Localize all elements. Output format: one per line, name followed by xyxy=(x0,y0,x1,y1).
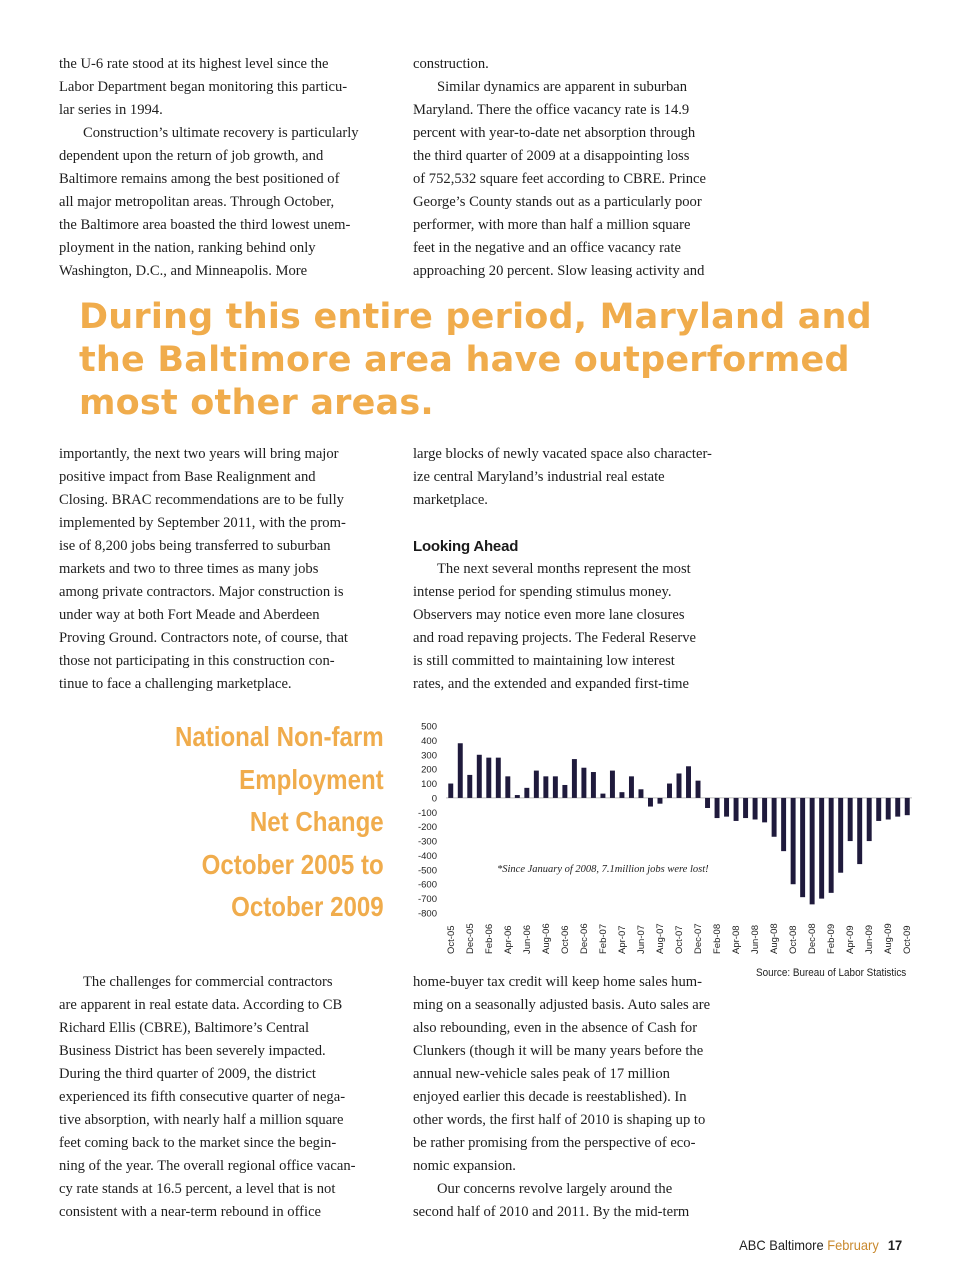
x-tick-label: Oct-08 xyxy=(788,925,800,954)
chart-bar xyxy=(743,798,748,818)
chart-bar xyxy=(448,784,453,798)
y-tick-label: -600 xyxy=(417,879,437,891)
text-line: other words, the first half of 2010 is shaping up to xyxy=(413,1112,706,1128)
chart-bar xyxy=(905,798,910,815)
text-line: Labor Department began monitoring this particu- xyxy=(59,79,348,95)
x-tick-label: Oct-06 xyxy=(559,925,571,954)
text-line: home-buyer tax credit will keep home sales hum- xyxy=(413,974,702,990)
text-line: implemented by September 2011, with the prom- xyxy=(59,515,346,531)
text-line: Observers may notice even more lane closures xyxy=(413,607,685,623)
article-column-4-top xyxy=(413,443,712,512)
chart-bar xyxy=(496,758,501,798)
text-line: the Baltimore area boasted the third lowest unem- xyxy=(59,217,351,233)
text-line: also rebounding, even in the absence of Cash for xyxy=(413,1020,698,1036)
text-line: lar series in 1994. xyxy=(59,102,163,118)
y-tick-label: -800 xyxy=(417,908,437,920)
y-tick-label: -200 xyxy=(417,822,437,834)
chart-bar xyxy=(505,776,510,798)
chart-bar xyxy=(819,798,824,899)
text-line: tive absorption, with nearly half a million square xyxy=(59,1112,344,1128)
chart-bar xyxy=(553,776,558,798)
text-line: approaching 20 percent. Slow leasing activity and xyxy=(413,263,705,279)
chart-bar xyxy=(486,758,491,798)
y-tick-label: 0 xyxy=(431,793,437,805)
x-tick-label: Aug-06 xyxy=(540,923,552,954)
chart-bar xyxy=(619,792,624,798)
chart-title xyxy=(175,716,384,929)
text-line: the U-6 rate stood at its highest level since the xyxy=(59,56,329,72)
article-column-4-bottom xyxy=(413,558,712,696)
text-line: importantly, the next two years will bring major xyxy=(59,446,339,462)
text-line: those not participating in this construction con- xyxy=(59,653,335,669)
pull-quote-line: During this entire period, Maryland and xyxy=(79,297,872,337)
chart-bar xyxy=(600,794,605,798)
chart-bar xyxy=(724,798,729,817)
chart-bar xyxy=(658,798,663,804)
text-line: Clunkers (though it will be many years before the xyxy=(413,1043,704,1059)
text-line: performer, with more than half a million square xyxy=(413,217,691,233)
text-line: construction. xyxy=(413,56,489,72)
text-line: all major metropolitan areas. Through October, xyxy=(59,194,335,210)
text-line: and road repaving projects. The Federal Reserve xyxy=(413,630,696,646)
text-line: Construction’s ultimate recovery is particularly xyxy=(83,125,359,141)
text-line: cy rate stands at 16.5 percent, a level that is not xyxy=(59,1181,336,1197)
chart-bar xyxy=(791,798,796,884)
pull-quote xyxy=(79,296,872,425)
text-line: feet coming back to the market since the begin- xyxy=(59,1135,337,1151)
employment-bar-chart xyxy=(410,714,916,964)
chart-bar xyxy=(753,798,758,820)
text-line: annual new-vehicle sales peak of 17 million xyxy=(413,1066,670,1082)
chart-title-line: October 2009 xyxy=(231,891,384,922)
text-line: marketplace. xyxy=(413,492,488,508)
text-line: feet in the negative and an office vacancy rate xyxy=(413,240,681,256)
pull-quote-line: most other areas. xyxy=(79,383,434,423)
x-tick-label: Aug-08 xyxy=(769,923,781,954)
x-tick-label: Aug-09 xyxy=(883,923,895,954)
text-line: positive impact from Base Realignment and xyxy=(59,469,316,485)
text-line: the third quarter of 2009 at a disappointing loss xyxy=(413,148,690,164)
text-line: Closing. BRAC recommendations are to be fully xyxy=(59,492,344,508)
section-subhead: Looking Ahead xyxy=(413,538,519,555)
text-line: Similar dynamics are apparent in suburban xyxy=(437,79,688,95)
pull-quote-line: the Baltimore area have outperformed xyxy=(79,340,850,380)
x-tick-label: Apr-07 xyxy=(616,925,628,954)
text-line: under way at both Fort Meade and Aberdeen xyxy=(59,607,320,623)
chart-bar xyxy=(629,776,634,798)
chart-annotation: *Since January of 2008, 7.1million jobs were lost! xyxy=(497,864,709,875)
text-line: Baltimore remains among the best positioned of xyxy=(59,171,340,187)
text-line: ise of 8,200 jobs being transferred to suburban xyxy=(59,538,331,554)
chart-bar xyxy=(705,798,710,808)
x-tick-label: Feb-07 xyxy=(597,923,609,954)
x-tick-label: Oct-07 xyxy=(674,925,685,954)
text-line: Maryland. There the office vacancy rate is 14.9 xyxy=(413,102,690,118)
text-line: The next several months represent the most xyxy=(437,561,691,577)
chart-title-line: October 2005 to xyxy=(201,848,384,880)
chart-bar xyxy=(591,772,596,798)
text-line: The challenges for commercial contractors xyxy=(83,974,333,990)
x-tick-label: Jun-08 xyxy=(750,924,762,954)
text-line: intense period for spending stimulus money. xyxy=(413,584,672,600)
text-line: Proving Ground. Contractors note, of course, that xyxy=(59,630,348,646)
text-line: of 752,532 square feet according to CBRE. Prince xyxy=(413,171,707,187)
text-line: dependent upon the return of job growth, and xyxy=(59,148,324,164)
chart-bar xyxy=(800,798,805,897)
text-line: is still committed to maintaining low interest xyxy=(413,653,675,669)
chart-bar xyxy=(458,743,463,798)
text-line: enjoyed earlier this decade is reestablished). In xyxy=(413,1089,687,1105)
x-tick-label: Dec-05 xyxy=(464,923,476,954)
text-line: consistent with a near-term rebound in office xyxy=(59,1204,322,1220)
x-tick-label: Aug-07 xyxy=(654,923,666,954)
x-tick-label: Dec-07 xyxy=(693,923,705,954)
text-line: nomic expansion. xyxy=(413,1158,516,1174)
y-tick-label: -700 xyxy=(417,894,437,906)
chart-bar xyxy=(810,798,815,904)
y-tick-label: 400 xyxy=(421,735,437,747)
issue-month: February xyxy=(827,1237,879,1253)
chart-bar xyxy=(524,788,529,798)
chart-bar xyxy=(572,759,577,798)
page-number: 17 xyxy=(887,1237,902,1253)
chart-bar xyxy=(762,798,767,822)
y-tick-label: -100 xyxy=(417,807,437,819)
text-line: ming on a seasonally adjusted basis. Auto sales are xyxy=(413,997,711,1013)
chart-bar xyxy=(715,798,720,818)
text-line: ning of the year. The overall regional office vacan- xyxy=(59,1158,356,1174)
x-tick-label: Apr-08 xyxy=(731,925,743,954)
y-tick-label: -300 xyxy=(417,836,437,848)
chart-bar xyxy=(781,798,786,851)
chart-bar xyxy=(677,773,682,797)
text-line: among private contractors. Major construction is xyxy=(59,584,344,600)
text-line: experienced its fifth consecutive quarter of nega- xyxy=(59,1089,346,1105)
article-column-5 xyxy=(59,971,355,1224)
chart-bar xyxy=(543,776,548,798)
text-line: Business District has been severely impacted. xyxy=(59,1043,326,1059)
y-tick-label: -400 xyxy=(417,850,437,862)
chart-bar xyxy=(686,766,691,798)
chart-bar xyxy=(857,798,862,864)
article-column-4 xyxy=(413,443,712,696)
chart-bar xyxy=(610,771,615,798)
chart-bar xyxy=(829,798,834,893)
chart-bar xyxy=(838,798,843,873)
article-column-6 xyxy=(413,971,710,1224)
chart-title-line: Net Change xyxy=(250,806,384,837)
page-footer xyxy=(739,1237,902,1253)
article-column-1 xyxy=(59,53,359,283)
x-tick-label: Feb-08 xyxy=(712,923,724,954)
x-tick-label: Feb-06 xyxy=(483,923,495,954)
x-tick-label: Oct-09 xyxy=(902,925,914,954)
y-tick-label: 100 xyxy=(421,779,437,791)
text-line: During the third quarter of 2009, the district xyxy=(59,1066,316,1082)
article-column-3 xyxy=(59,443,348,696)
text-line: tinue to face a challenging marketplace. xyxy=(59,676,292,692)
x-tick-label: Jun-07 xyxy=(635,924,647,954)
chart-bar xyxy=(638,789,643,798)
text-line: Our concerns revolve largely around the xyxy=(437,1181,673,1197)
chart-bar xyxy=(696,781,701,798)
chart-title-line: National Non-farm xyxy=(175,721,384,752)
chart-bar xyxy=(467,775,472,798)
text-line: be rather promising from the perspective of eco- xyxy=(413,1135,696,1151)
text-line: Richard Ellis (CBRE), Baltimore’s Central xyxy=(59,1020,310,1036)
x-tick-label: Dec-06 xyxy=(578,923,590,954)
x-tick-label: Apr-09 xyxy=(845,925,857,954)
x-tick-label: Oct-05 xyxy=(445,925,457,954)
chart-bar xyxy=(895,798,900,817)
x-tick-label: Apr-06 xyxy=(502,925,514,954)
text-line: George’s County stands out as a particularly poor xyxy=(413,194,702,210)
text-line: Washington, D.C., and Minneapolis. More xyxy=(59,263,308,279)
text-line: second half of 2010 and 2011. By the mid-term xyxy=(413,1204,690,1220)
spacer-line xyxy=(413,512,712,535)
x-tick-label: Jun-06 xyxy=(521,924,533,954)
publication-name: ABC Baltimore xyxy=(738,1237,824,1253)
text-line: ize central Maryland’s industrial real estate xyxy=(413,469,665,485)
chart-bar xyxy=(867,798,872,841)
text-line: percent with year-to-date net absorption through xyxy=(413,125,696,141)
x-tick-label: Dec-08 xyxy=(807,923,819,954)
text-line: ployment in the nation, ranking behind only xyxy=(59,240,316,256)
chart-title-line: Employment xyxy=(239,763,384,795)
chart-bar xyxy=(581,768,586,798)
x-tick-label: Jun-09 xyxy=(864,924,876,954)
chart-bar xyxy=(772,798,777,837)
chart-bar xyxy=(648,798,653,807)
text-line: large blocks of newly vacated space also character- xyxy=(413,446,712,462)
chart-bar xyxy=(876,798,881,821)
y-tick-label: 300 xyxy=(421,750,437,762)
y-tick-label: 500 xyxy=(421,721,437,733)
chart-bar xyxy=(667,784,672,798)
text-line: rates, and the extended and expanded first-time xyxy=(413,676,689,692)
chart-bar xyxy=(734,798,739,821)
text-line: markets and two to three times as many jobs xyxy=(59,561,319,577)
chart-bar xyxy=(886,798,891,820)
article-column-2 xyxy=(413,53,706,283)
y-tick-label: -500 xyxy=(417,865,437,877)
chart-bar xyxy=(562,785,567,798)
chart-bar xyxy=(515,795,520,798)
chart-bar xyxy=(848,798,853,841)
text-line: are apparent in real estate data. According to CB xyxy=(59,997,343,1013)
x-tick-label: Feb-09 xyxy=(826,923,838,954)
y-tick-label: 200 xyxy=(421,764,437,776)
chart-source: Source: Bureau of Labor Statistics xyxy=(756,967,907,979)
chart-bar xyxy=(534,771,539,798)
chart-bar xyxy=(477,755,482,798)
